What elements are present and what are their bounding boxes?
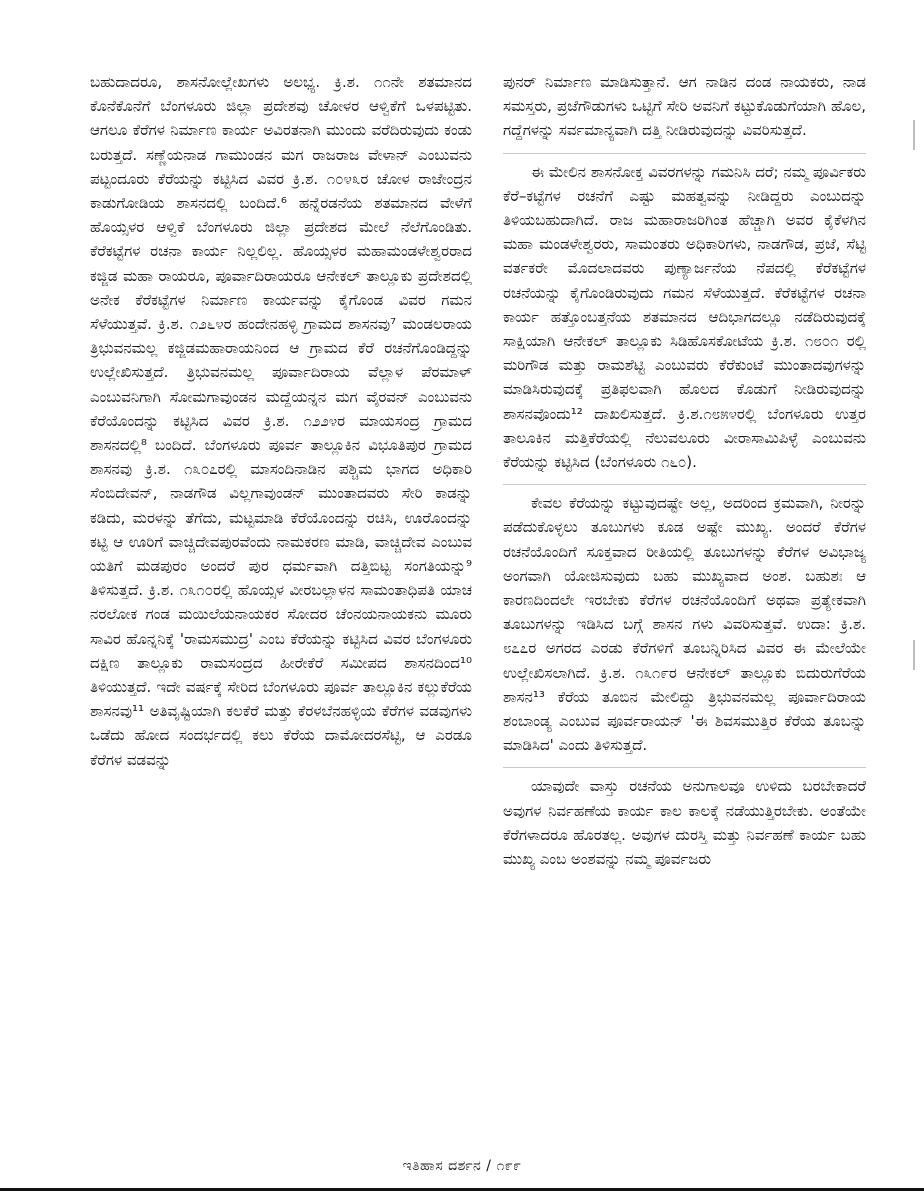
- bottom-border-rule: [0, 1188, 924, 1191]
- page-footer: ಇತಿಹಾಸ ದರ್ಶನ / ೧೯೯: [402, 1158, 522, 1174]
- scan-edge-mark: [913, 120, 915, 150]
- left-column: [90, 70, 472, 782]
- right-paragraph-4: ಯಾವುದೇ ವಾಸ್ತು ರಚನೆಯ ಅನುಗಾಲವೂ ಉಳಿದು ಬರಬೇಕಾದರೆ ಅವುಗಳ ನಿರ್ವಹಣೆಯ ಕಾರ್ಯ ಕಾಲ ಕಾಲಕ್ಕೆ ನಡೆಯುತ್ತಿರಬೇಕು. ಅಂತೆಯೇ ಕೆರೆಗಳಾದರೂ ಹೊರತಲ್ಲ. ಅವುಗಳ ದುರಸ್ತಿ ಮತ್ತು ನಿರ್ವಹಣೆ ಕಾರ್ಯ ಬಹು ಮುಖ್ಯ ಎಂಬ ಅಂಶವನ್ನು ನಮ್ಮ ಪೂರ್ವಜರು: [503, 767, 866, 871]
- right-column: [503, 70, 866, 881]
- right-paragraph-2: ಈ ಮೇಲಿನ ಶಾಸನೋಕ್ತ ವಿವರಗಳನ್ನು ಗಮನಿಸಿ ದರೆ; ನಮ್ಮ ಪೂರ್ವಿಕರು ಕೆರೆ–ಕಟ್ಟೆಗಳ ರಚನೆಗೆ ಎಷ್ಟು ಮಹತ್ವವನ್ನು ನೀಡಿದ್ದರು ಎಂಬುದನ್ನು ತಿಳಿಯಬಹುದಾಗಿದೆ. ರಾಜ ಮಹಾರಾಜರಿಗಿಂತ ಹೆಚ್ಚಾಗಿ ಅವರ ಕೈಕೆಳಗಿನ ಮಹಾ ಮಂಡಳೇಶ್ವರರು, ಸಾಮಂತರು ಅಧಿಕಾರಿಗಳು, ನಾಡಗೌಡ, ಪ್ರಜೆ, ಸೆಟ್ಟಿ ವರ್ತಕರೇ ಮೊದಲಾದವರು ಪುಣ್ಯಾರ್ಜನೆಯ ನೆಪದಲ್ಲಿ ಕೆರೆಕಟ್ಟೆಗಳ ರಚನೆಯನ್ನು ಕೈಗೊಂಡಿರುವುದು ಗಮನ ಸೆಳೆಯುತ್ತದೆ. ಕೆರೆಕಟ್ಟೆಗಳ ರಚನಾ ಕಾರ್ಯ ಹತ್ತೊಂಬತ್ತನೆಯ ಶತಮಾನದ ಆದಿಭಾಗದಲ್ಲೂ ನಡೆದಿರುವುದಕ್ಕೆ ಸಾಕ್ಷಿಯಾಗಿ ಆನೇಕಲ್ ತಾಲ್ಲೂಕು ಸಿಡಿಹೊಸಕೋಟೆಯ ಕ್ರಿ.ಶ. ೧೮೦೧ ರಲ್ಲಿ ಮರಿಗೌಡ ಮತ್ತು ರಾಮಶೆಟ್ಟಿ ಎಂಬುವರು ಕೆರೆಕುಂಟೆ ಮುಂತಾದವುಗಳನ್ನು ಮಾಡಿಸಿರುವುದಕ್ಕೆ ಪ್ರತಿಫಲವಾಗಿ ಹೊಲದ ಕೊಡುಗೆ ನೀಡಿರುವುದನ್ನು ಶಾಸನವೊಂದು¹² ದಾಖಲಿಸುತ್ತದೆ. ಕ್ರಿ.ಶ.೧೮೫೪ರಲ್ಲಿ ಬೆಂಗಳೂರು ಉತ್ತರ ತಾಲೂಕಿನ ಮತ್ತಿಕೆರೆಯಲ್ಲಿ ನೆಲುವಲೂರು ವೀರಾಸಾಮಿಪಿಳ್ಳೆ ಎಂಬುವನು ಕೆರೆಯನ್ನು ಕಟ್ಟಿಸಿದ (ಬೆಂಗಳೂರು ೧೬೦).: [503, 153, 866, 475]
- right-paragraph-1: ಪುನರ್ ನಿರ್ಮಾಣ ಮಾಡಿಸುತ್ತಾನೆ. ಆಗ ನಾಡಿನ ದಂಡ ನಾಯಕರು, ನಾಡ ಸಮಸ್ತರು, ಪ್ರಜೆಗೌಡುಗಳು ಒಟ್ಟಿಗೆ ಸೇರಿ ಅವನಿಗೆ ಕಟ್ಟುಕೊಡುಗೆಯಾಗಿ ಹೊಲ, ಗದ್ದೆಗಳನ್ನು ಸರ್ವಮಾನ್ಯವಾಗಿ ದತ್ತಿ ನೀಡಿರುವುದನ್ನು ವಿವರಿಸುತ್ತದೆ.: [503, 73, 866, 140]
- right-paragraph-3: ಕೇವಲ ಕೆರೆಯನ್ನು ಕಟ್ಟುವುದಷ್ಟೇ ಅಲ್ಲ, ಅದರಿಂದ ಕ್ರಮವಾಗಿ, ನೀರನ್ನು ಪಡೆದುಕೊಳ್ಳಲು ತೂಬುಗಳು ಕೂಡ ಅಷ್ಟೇ ಮುಖ್ಯ. ಅಂದರೆ ಕೆರೆಗಳ ರಚನೆಯೊಂದಿಗೆ ಸೂಕ್ತವಾದ ರೀತಿಯಲ್ಲಿ ತೂಬುಗಳನ್ನು ಕೆರೆಗಳ ಅವಿಭಾಜ್ಯ ಅಂಗವಾಗಿ ಯೋಜಿಸುವುದು ಬಹು ಮುಖ್ಯವಾದ ಅಂಶ. ಬಹುಶಃ ಆ ಕಾರಣದಿಂದಲೇ ಇರಬೇಕು ಕೆರೆಗಳ ರಚನೆಯೊಂದಿಗೆ ಅಥವಾ ಪ್ರತ್ಯೇಕವಾಗಿ ತೂಬುಗಳನ್ನು ಇಡಿಸಿದ ಬಗ್ಗೆ ಶಾಸನ ಗಳು ವಿವರಿಸುತ್ತವೆ. ಉದಾ: ಕ್ರಿ.ಶ. ೮೭೭ರ ಅಗರದ ಎರಡು ಕೆರೆಗಳಿಗೆ ತೂಬನ್ನಿರಿಸಿದ ವಿವರ ಈ ಮೇಲೆಯೇ ಉಲ್ಲೇಖಿಸಲಾಗಿದೆ. ಕ್ರಿ.ಶ. ೧೩೧೯ರ ಆನೇಕಲ್ ತಾಲ್ಲೂಕು ಬಿದುರುಗೆರೆಯ ಶಾಸನ¹³ ಕೆರೆಯ ತೂಬಿನ ಮೇಲಿದ್ದು ತ್ರಿಭುವನಮಲ್ಲ ಪೂರ್ವಾದಿರಾಯ ಶಂಬಾಂಡ್ಯ ಎಂಬುವ ಪೂರ್ವರಾಯನ್ 'ಈ ಶಿವಸಮುತ್ತಿರ ಕೆರೆಯ ತೂಬನ್ನು ಮಾಡಿಸಿದ' ಎಂದು ತಿಳಿಸುತ್ತದೆ.: [503, 484, 866, 757]
- left-paragraph-1: ಬಹುದಾದರೂ, ಶಾಸನೋಲ್ಲೇಖಗಳು ಅಲಭ್ಯ. ಕ್ರಿ.ಶ. ೧೧ನೇ ಶತಮಾನದ ಕೊನೆಕೊನೆಗೆ ಬೆಂಗಳೂರು ಜಿಲ್ಲಾ ಪ್ರದೇಶವು ಚೋಳರ ಆಳ್ವಿಕೆಗೆ ಒಳಪಟ್ಟಿತು. ಆಗಲೂ ಕೆರೆಗಳ ನಿರ್ಮಾಣ ಕಾರ್ಯ ಅವಿರತನಾಗಿ ಮುಂದು ವರೆದಿರುವುದು ಕಂಡು ಬರುತ್ತದೆ. ಸಣ್ಣೆಯನಾಡ ಗಾಮುಂಡನ ಮಗ ರಾಜರಾಜ ವೇಳಾನ್ ಎಂಬುವನು ಪಟ್ಟಂದೂರು ಕೆರೆಯನ್ನು ಕಟ್ಟಿಸಿದ ವಿವರ ಕ್ರಿ.ಶ. ೧೦೪೩ರ ಚೋಳ ರಾಜೇಂದ್ರನ ಕಾಡುಗೋಡಿಯ ಶಾಸನದಲ್ಲಿ ಬಂದಿದೆ.⁶ ಹನ್ನೆರಡನೆಯ ಶತಮಾನದ ವೇಳೆಗೆ ಹೊಯ್ಸಳರ ಆಳ್ವಿಕೆ ಬೆಂಗಳೂರು ಜಿಲ್ಲಾ ಪ್ರದೇಶದ ಮೇಲೆ ನೆಲೆಗೊಂಡಿತು. ಕೆರೆಕಟ್ಟೆಗಳ ರಚನಾ ಕಾರ್ಯ ನಿಲ್ಲಲಿಲ್ಲ. ಹೊಯ್ಸಳರ ಮಹಾಮಂಡಳೇಶ್ವರರಾದ ಕಜ್ಜಿಡ ಮಹಾ ರಾಯರೂ, ಪೂರ್ವಾದಿರಾಯರೂ ಆನೇಕಲ್ ತಾಲ್ಲೂಕು ಪ್ರದೇಶದಲ್ಲಿ ಅನೇಕ ಕೆರೆಕಟ್ಟೆಗಳ ನಿರ್ಮಾಣ ಕಾರ್ಯವನ್ನು ಕೈಗೊಂಡ ವಿವರ ಗಮನ ಸೆಳೆಯುತ್ತವೆ. ಕ್ರಿ.ಶ. ೧೨೬೪ರ ಹಂದೇನಹಳ್ಳಿ ಗ್ರಾಮದ ಶಾಸನವು⁷ ಮಂಡಲರಾಯ ತ್ರಿಭುವನಮಲ್ಲ ಕಜ್ಜಿಡಮಹಾರಾಯನಿಂದ ಆ ಗ್ರಾಮದ ಕೆರೆ ರಚನೆಗೊಂಡಿದ್ದನ್ನು ಉಲ್ಲೇಖಿಸುತ್ತದೆ. ತ್ರಿಭುವನಮಲ್ಲ ಪೂರ್ವಾದಿರಾಯ ವೆಲ್ಲಾಳ ಪೆರಮಾಳ್ ಎಂಬುವನಿಗಾಗಿ ಸೋಮಗಾವುಂಡನ ಮದ್ದೆಯನ್ನನ ಮಗ ವೈರವನ್ ಎಂಬುವನು ಕೆರೆಯೊಂದನ್ನು ಕಟ್ಟಿಸಿದ ವಿವರ ಕ್ರಿ.ಶ. ೧೨೨೪ರ ಮಾಯಸಂದ್ರ ಗ್ರಾಮದ ಶಾಸನದಲ್ಲಿ⁸ ಬಂದಿದೆ. ಬೆಂಗಳೂರು ಪೂರ್ವ ತಾಲ್ಲೂಕಿನ ವಿಭೂತಿಪುರ ಗ್ರಾಮದ ಶಾಸನವು ಕ್ರಿ.ಶ. ೧೩೦೭ರಲ್ಲಿ ಮಾಸಂದಿನಾಡಿನ ಪಶ್ಚಿಮ ಭಾಗದ ಅಧಿಕಾರಿ ಸೆಂಬಿದೇವನ್, ನಾಡಗೌಡ ವಿಲ್ಲಗಾವುಂಡನ್ ಮುಂತಾದವರು ಸೇರಿ ಕಾಡನ್ನು ಕಡಿದು, ಮರಳನ್ನು ತೆಗೆದು, ಮಟ್ಟಮಾಡಿ ಕೆರೆಯೊಂದನ್ನು ರಚಿಸಿ, ಊರೊಂದನ್ನು ಕಟ್ಟಿ ಆ ಊರಿಗೆ ವಾಚ್ಚಿದೇವಪುರವೆಂದು ನಾಮಕರಣ ಮಾಡಿ, ವಾಚ್ಚಿದೇವ ಎಂಬುವ ಯತಿಗೆ ಮಡಪುರಂ ಅಂದರೆ ಪುರ ಧರ್ಮವಾಗಿ ದತ್ತಿಬಿಟ್ಟ ಸಂಗತಿಯನ್ನು⁹ ತಿಳಿಸುತ್ತದೆ. ಕ್ರಿ.ಶ. ೧೩೧೦ರಲ್ಲಿ ಹೊಯ್ಸಳ ವೀರಬಲ್ಲಾಳನ ಸಾಮಂತಾಧಿಪತಿ ಯಾಚ ನರಲೋಕ ಗಂಡ ಮಯಿಲೆಯನಾಯಕರ ಸೋದರ ಚೆಂನಯನಾಯಕನು ಮೂರು ಸಾವಿರ ಹೊನ್ನನಿಕ್ಕೆ 'ರಾಮಸಮುದ್ರ' ಎಂಬ ಕೆರೆಯನ್ನು ಕಟ್ಟಿಸಿದ ವಿವರ ಬೆಂಗಳೂರು ದಕ್ಷಿಣ ತಾಲ್ಲೂಕು ರಾಮಸಂದ್ರದ ಹೀರೇಕೆರೆ ಸಮೀಪದ ಶಾಸನದಿಂದ¹⁰ ತಿಳಿಯುತ್ತದೆ. ಇದೇ ವರ್ಷಕ್ಕೆ ಸೇರಿದ ಬೆಂಗಳೂರು ಪೂರ್ವ ತಾಲ್ಲೂಕಿನ ಕಲ್ಲುಕೆರೆಯ ಶಾಸನವು¹¹ ಅತಿವೃಷ್ಟಿಯಾಗಿ ಕಲಕೆರೆ ಮತ್ತು ಕೆರಳಬೆನಹಳ್ಳಿಯ ಕೆರೆಗಳ ವಡವುಗಳು ಒಡೆದು ಹೋದ ಸಂದರ್ಭದಲ್ಲಿ ಕಲು ಕೆರೆಯ ದಾಮೋದರಸೆಟ್ಟಿ, ಆ ಎರಡೂ ಕೆರೆಗಳ ವಡವನ್ನು: [90, 73, 472, 769]
- scan-edge-mark: [913, 640, 915, 670]
